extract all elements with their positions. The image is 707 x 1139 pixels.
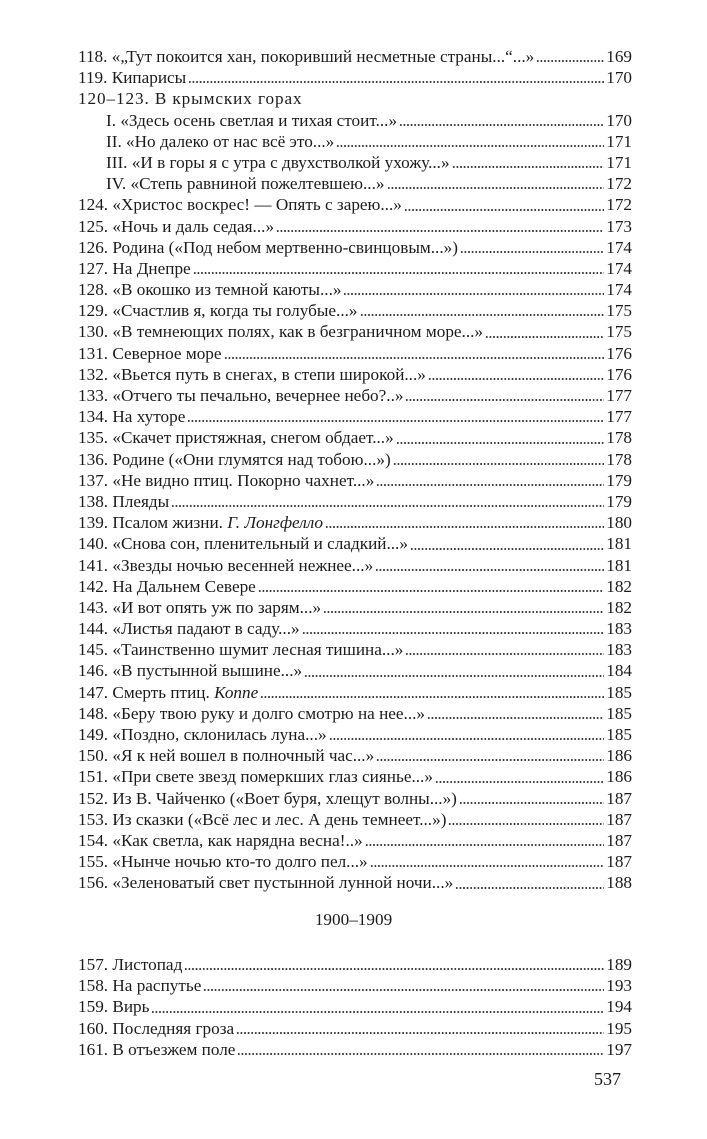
toc-entry-title-text: 128. «В окошко из темной каюты...» (78, 280, 342, 300)
toc-entry-title (78, 385, 403, 406)
dot-leader (435, 780, 604, 784)
toc-entry-title-text: 150. «Я к ней вошел в полночный час...» (78, 746, 375, 766)
toc-entry-page: 181 (606, 555, 632, 575)
toc-entry-title (78, 279, 341, 300)
dot-leader (427, 716, 604, 720)
toc-entry-title-text: 135. «Скачет пристяжная, снегом обдает...» (78, 428, 394, 448)
toc-entry-title (78, 449, 391, 470)
toc-entry-title-text: III. «И в горы я с утра с двухстволкой ухожу...» (106, 152, 450, 172)
toc-entry-page: 182 (606, 597, 632, 617)
toc-entry (78, 830, 632, 851)
toc-entry-title-text: 146. «В пустынной вышине...» (78, 661, 303, 681)
toc-entry-page: 171 (606, 152, 632, 172)
toc-entry-title-text: 158. На распутье (78, 976, 202, 996)
toc-entry-title (78, 618, 300, 639)
toc-entry-title-text: 129. «Счастлив я, когда ты голубые...» (78, 301, 358, 321)
toc-entry-title-text: II. «Но далеко от нас всё это...» (106, 131, 335, 151)
toc-list-top (78, 46, 632, 894)
toc-entry-title (78, 1039, 235, 1060)
toc-entry-title-text: 125. «Ночь и даль седая...» (78, 216, 275, 236)
toc-entry-title (78, 555, 373, 576)
toc-entry-page: 181 (606, 534, 632, 554)
toc-entry (78, 618, 632, 639)
toc-entry-title (78, 406, 185, 427)
toc-entry (78, 809, 632, 830)
toc-entry (78, 131, 632, 152)
toc-entry-page: 170 (606, 68, 632, 88)
toc-entry-title (78, 872, 453, 893)
toc-entry-title (78, 533, 408, 554)
dot-leader (336, 144, 604, 148)
toc-entry-title-text: 148. «Беру твою руку и долго смотрю на нее...» (78, 703, 426, 723)
toc-entry-page: 193 (606, 976, 632, 996)
toc-entry-title-text: 141. «Звезды ночью весенней нежнее...» (78, 555, 374, 575)
dot-leader (404, 208, 604, 212)
toc-entry (78, 110, 632, 131)
toc-entry-page: 188 (606, 873, 632, 893)
toc-entry (78, 258, 632, 279)
dot-leader (203, 988, 604, 992)
toc-entry-page: 176 (606, 343, 632, 363)
toc-entry-title-text: 161. В отъезжем поле (78, 1039, 236, 1059)
toc-group-heading (78, 88, 632, 109)
toc-entry-title (78, 88, 302, 109)
toc-entry (78, 597, 632, 618)
toc-entry-title-text: 132. «Вьется путь в снегах, в степи широкой...» (78, 364, 426, 384)
toc-entry-page: 179 (606, 470, 632, 490)
dot-leader (405, 652, 604, 656)
toc-entry-page: 178 (606, 428, 632, 448)
toc-entry (78, 237, 632, 258)
toc-entry-title-text: I. «Здесь осень светлая и тихая стоит...» (106, 110, 398, 130)
toc-entry-title-text: 156. «Зеленоватый свет пустынной лунной ночи...» (78, 873, 454, 893)
dot-leader (360, 313, 605, 317)
toc-entry-title (78, 597, 321, 618)
dot-leader (187, 419, 604, 423)
toc-entry-title-text: 160. Последняя гроза (78, 1018, 235, 1038)
dot-leader (452, 165, 605, 169)
toc-entry-title-text: 152. Из В. Чайченко («Воет буря, хлещут волны...») (78, 788, 457, 808)
dot-leader (236, 1031, 604, 1035)
toc-entry-title (78, 300, 358, 321)
dot-leader (460, 250, 604, 254)
toc-entry-page: 171 (606, 131, 632, 151)
toc-entry-title-text: 134. На хуторе (78, 407, 186, 427)
toc-entry-page: 187 (606, 788, 632, 808)
toc-entry-title-text: 140. «Снова сон, пленительный и сладкий...» (78, 534, 408, 554)
toc-entry-page: 172 (606, 174, 632, 194)
toc-entry-title (78, 67, 186, 88)
toc-entry-page: 177 (606, 407, 632, 427)
toc-entry (78, 555, 632, 576)
dot-leader (237, 1052, 604, 1056)
toc-entry-page: 180 (606, 513, 632, 533)
toc-entry-title (106, 152, 450, 173)
dot-leader (304, 674, 604, 678)
toc-entry-page: 187 (606, 852, 632, 872)
toc-entry (78, 216, 632, 237)
toc-entry-title (78, 996, 149, 1017)
toc-entry (78, 406, 632, 427)
toc-entry-page: 185 (606, 703, 632, 723)
toc-entry-page: 179 (606, 491, 632, 511)
dot-leader (260, 695, 604, 699)
toc-entry-title (78, 576, 256, 597)
toc-entry-title-text: 139. Псалом жизни. (78, 513, 228, 533)
toc-entry-page: 174 (606, 237, 632, 257)
toc-entry-title (78, 788, 457, 809)
toc-entry (78, 279, 632, 300)
toc-entry-title (78, 660, 302, 681)
toc-entry (78, 766, 632, 787)
toc-entry-page: 186 (606, 746, 632, 766)
dot-leader (193, 271, 605, 275)
toc-entry-page: 184 (606, 661, 632, 681)
dot-leader (485, 335, 604, 339)
toc-entry-title (78, 703, 425, 724)
toc-entry-title (78, 364, 426, 385)
toc-entry (78, 46, 632, 67)
toc-entry (78, 872, 632, 893)
toc-entry-title (78, 46, 534, 67)
toc-entry-title (78, 745, 374, 766)
toc-entry (78, 533, 632, 554)
dot-leader (428, 377, 604, 381)
toc-entry-title-text: 126. Родина («Под небом мертвенно-свинцовым...») (78, 237, 458, 257)
toc-entry-page: 173 (606, 216, 632, 236)
dot-leader (396, 441, 605, 445)
toc-entry-title (78, 216, 274, 237)
dot-leader (325, 525, 604, 529)
toc-entry-title (78, 954, 182, 975)
dot-leader (376, 758, 604, 762)
toc-entry-title-text: 157. Листопад (78, 955, 183, 974)
dot-leader (405, 398, 604, 402)
toc-entry (78, 954, 632, 975)
toc-entry (78, 851, 632, 872)
toc-entry-page: 195 (606, 1018, 632, 1038)
dot-leader (536, 59, 604, 63)
toc-entry-title-text: 120–123. В крымских горах (78, 89, 303, 109)
toc-entry-page: 197 (606, 1039, 632, 1059)
toc-entry-title (78, 427, 394, 448)
dot-leader (323, 610, 604, 614)
toc-entry (78, 576, 632, 597)
toc-entry-page: 175 (606, 301, 632, 321)
toc-entry-title (78, 766, 433, 787)
toc-entry-title (78, 491, 169, 512)
dot-leader (224, 356, 605, 360)
toc-entry (78, 449, 632, 470)
toc-list-bottom (78, 954, 632, 1060)
dot-leader (276, 229, 604, 233)
toc-entry (78, 152, 632, 173)
toc-entry-title (78, 975, 201, 996)
toc-entry-page: 187 (606, 809, 632, 829)
toc-entry-title-text: 151. «При свете звезд померкших глаз сиянье...» (78, 767, 433, 787)
toc-entry-page: 187 (606, 830, 632, 850)
toc-entry (78, 996, 632, 1017)
dot-leader (376, 483, 604, 487)
dot-leader (365, 843, 605, 847)
toc-entry-page: 178 (606, 449, 632, 469)
toc-entry (78, 975, 632, 996)
toc-entry-title-text: 127. На Днепре (78, 258, 191, 278)
toc-entry (78, 173, 632, 194)
dot-leader (375, 568, 604, 572)
toc-entry-title (78, 194, 402, 215)
toc-entry (78, 321, 632, 342)
dot-leader (410, 547, 604, 551)
toc-entry-page: 194 (606, 997, 632, 1017)
section-title: 1900–1909 (314, 910, 393, 929)
toc-entry-page: 172 (606, 195, 632, 215)
dot-leader (387, 186, 605, 190)
dot-leader (151, 1010, 604, 1014)
toc-entry (78, 491, 632, 512)
toc-entry-title (106, 110, 397, 131)
toc-entry (78, 660, 632, 681)
toc-entry-title (78, 321, 483, 342)
dot-leader (171, 504, 604, 508)
toc-entry-title-text: 130. «В темнеющих полях, как в безграничном море...» (78, 322, 484, 342)
dot-leader (399, 123, 604, 127)
toc-entry-page: 170 (606, 110, 632, 130)
toc-entry (78, 194, 632, 215)
toc-entry-page: 186 (606, 767, 632, 787)
toc-entry-title (106, 173, 385, 194)
toc-entry-title (78, 258, 191, 279)
toc-entry (78, 343, 632, 364)
toc-entry-title-text: 145. «Таинственно шумит лесная тишина...» (78, 640, 404, 660)
toc-entry-title (78, 851, 368, 872)
toc-entry-title (78, 470, 374, 491)
dot-leader (370, 864, 605, 868)
toc-entry-title-text: 124. «Христос воскрес! — Опять с зарею...» (78, 195, 402, 215)
toc-entry (78, 788, 632, 809)
toc-entry-title-text: 118. «„Тут покоится хан, покоривший несметные страны...“...» (78, 47, 535, 66)
toc-entry-page: 176 (606, 364, 632, 384)
toc-entry (78, 745, 632, 766)
toc-entry-title (78, 237, 458, 258)
toc-entry (78, 1039, 632, 1060)
dot-leader (184, 967, 604, 971)
toc-entry (78, 724, 632, 745)
toc-entry (78, 364, 632, 385)
toc-entry-title-text: 159. Вирь (78, 997, 150, 1017)
toc-entry-title-text: IV. «Степь равниной пожелтевшею...» (106, 174, 385, 194)
toc-entry-author: Г. Лонгфелло (227, 513, 324, 533)
page-number: 537 (594, 1069, 621, 1089)
toc-entry-title-text: 138. Плеяды (78, 491, 170, 511)
toc-entry-page: 175 (606, 322, 632, 342)
toc-entry-title-text: 155. «Нынче ночью кто-то долго пел...» (78, 852, 368, 872)
toc-entry-page: 169 (606, 47, 632, 66)
dot-leader (343, 292, 604, 296)
toc-entry-title (78, 809, 446, 830)
toc-entry-title (78, 639, 403, 660)
toc-entry-title-text: 143. «И вот опять уж по зарям...» (78, 597, 322, 617)
toc-entry-title-text: 137. «Не видно птиц. Покорно чахнет...» (78, 470, 375, 490)
toc-entry-title-text: 136. Родине («Они глумятся над тобою...») (78, 449, 391, 469)
toc-entry-title (78, 682, 258, 703)
toc-entry-title (78, 830, 363, 851)
toc-entry-page: 182 (606, 576, 632, 596)
dot-leader (302, 631, 605, 635)
toc-entry-title (106, 131, 334, 152)
dot-leader (329, 737, 605, 741)
toc-entry (78, 470, 632, 491)
toc-entry-title (78, 724, 327, 745)
dot-leader (459, 801, 604, 805)
toc-entry-page: 183 (606, 640, 632, 660)
toc-entry-page: 185 (606, 682, 632, 702)
toc-entry-page: 177 (606, 386, 632, 405)
toc-entry-page: 189 (606, 955, 632, 974)
toc-entry-title-text: 149. «Поздно, склонилась луна...» (78, 725, 327, 744)
toc-entry (78, 67, 632, 88)
toc-entry (78, 427, 632, 448)
dot-leader (258, 589, 604, 593)
dot-leader (455, 886, 604, 890)
toc-entry-page: 174 (606, 280, 632, 300)
toc-entry-title-text: 133. «Отчего ты печально, вечернее небо?..» (78, 386, 404, 405)
toc-entry-page: 185 (606, 725, 632, 744)
toc-entry (78, 703, 632, 724)
toc-entry (78, 512, 632, 533)
dot-leader (393, 462, 605, 466)
toc-entry-title-text: 131. Северное море (78, 343, 222, 363)
toc-entry (78, 682, 632, 703)
dot-leader (448, 822, 604, 826)
toc-entry-title-text: 154. «Как светла, как нарядна весна!..» (78, 830, 363, 850)
toc-entry-title-text: 144. «Листья падают в саду...» (78, 619, 300, 639)
toc-entry (78, 300, 632, 321)
toc-entry-title-text: 147. Смерть птиц. (78, 682, 215, 702)
toc-entry-title (78, 343, 222, 364)
toc-entry-title (78, 1018, 234, 1039)
toc-entry (78, 639, 632, 660)
toc-entry-title-text: 142. На Дальнем Севере (78, 576, 256, 596)
toc-entry-page: 183 (606, 619, 632, 639)
toc-entry (78, 385, 632, 406)
dot-leader (188, 80, 604, 84)
toc-entry-page: 174 (606, 258, 632, 278)
toc-entry-title-text: 119. Кипарисы (78, 68, 187, 88)
toc-entry (78, 1018, 632, 1039)
toc-entry-author: Коппе (214, 682, 259, 702)
toc-entry-title (78, 512, 323, 533)
toc-entry-title-text: 153. Из сказки («Всё лес и лес. А день темнеет...») (78, 809, 447, 829)
